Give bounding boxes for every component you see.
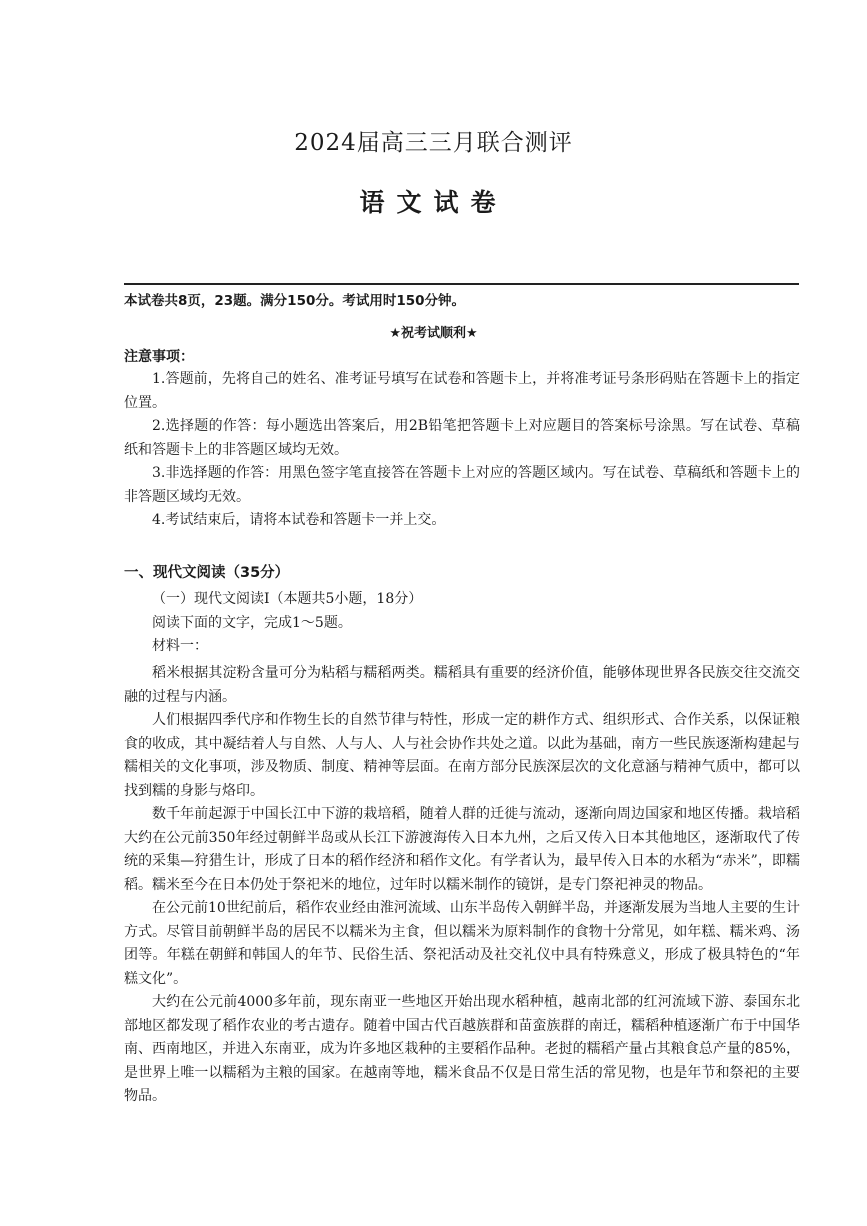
passage-paragraph: 人们根据四季代序和作物生长的自然节律与特性，形成一定的耕作方式、组织形式、合作关系，以保证粮食的收成，其中凝结着人与自然、人与人、人与社会协作共处之道。以此为基础，南方一些民族逐渐构建起与糯相关的文化事项，涉及物质、制度、精神等层面。在南方部分民族深层次的文化意涵与精神气质中，都可以找到糯的身影与烙印。 <box>124 712 800 799</box>
part-title: （一）现代文阅读Ⅰ（本题共5小题，18分） <box>152 591 423 607</box>
passage-paragraph: 大约在公元前4000多年前，现东南亚一些地区开始出现水稻种植，越南北部的红河流域下游、泰国东北部地区都发现了稻作农业的考古遗存。随着中国古代百越族群和苗蛮族群的南迁，糯稻种植逐渐广布于中国华南、西南地区，并进入东南亚，成为许多地区栽种的主要稻作品种。老挝的糯稻产量占其粮食总产量的85%，是世界上唯一以糯稻为主粮的国家。在越南等地，糯米食品不仅是日常生活的常见物，也是年节和祭祀的主要物品。 <box>124 994 800 1104</box>
passage-paragraph: 数千年前起源于中国长江中下游的栽培稻，随着人群的迁徙与流动，逐渐向周边国家和地区传播。栽培稻大约在公元前350年经过朝鲜半岛或从长江下游渡海传入日本九州，之后又传入日本其他地区，逐渐取代了传统的采集—狩猎生计，形成了日本的稻作经济和稻作文化。有学者认为，最早传入日本的水稻为“赤米”，即糯稻。糯米至今在日本仍处于祭祀米的地位，过年时以糯米制作的镜饼，是专门祭祀神灵的物品。 <box>124 806 800 893</box>
good-luck-banner: ★祝考试顺利★ <box>389 326 478 341</box>
exam-title: 2024届高三三月联合测评 <box>294 130 573 156</box>
reading-instruction: 阅读下面的文字，完成1～5题。 <box>152 614 352 631</box>
notices-title: 注意事项： <box>124 349 194 365</box>
exam-info: 本试卷共8页，23题。满分150分。考试用时150分钟。 <box>124 293 466 309</box>
section-intro <box>124 588 800 659</box>
passage-paragraph: 在公元前10世纪前后，稻作农业经由淮河流域、山东半岛传入朝鲜半岛，并逐渐发展为当地人主要的生计方式。尽管目前朝鲜半岛的居民不以糯米为主食，但以糯米为原料制作的食物十分常见，如年糕、糯米鸡、汤团等。年糕在朝鲜和韩国人的年节、民俗生活、祭祀活动及社交礼仪中具有特殊意义，形成了极具特色的“年糕文化”。 <box>124 900 800 987</box>
notices-list <box>124 368 800 533</box>
reading-passage <box>124 662 800 1109</box>
notice-item: 3.非选择题的作答：用黑色签字笔直接答在答题卡上对应的答题区域内。写在试卷、草稿纸和答题卡上的非答题区域均无效。 <box>124 465 800 505</box>
notice-item: 1.答题前，先将自己的姓名、准考证号填写在试卷和答题卡上，并将准考证号条形码贴在答题卡上的指定位置。 <box>124 371 800 411</box>
material-label: 材料一： <box>152 638 208 654</box>
passage-paragraph: 稻米根据其淀粉含量可分为粘稻与糯稻两类。糯稻具有重要的经济价值，能够体现世界各民族交往交流交融的过程与内涵。 <box>124 665 800 705</box>
notice-item: 4.考试结束后，请将本试卷和答题卡一并上交。 <box>152 512 446 528</box>
header-divider <box>124 283 799 285</box>
exam-subtitle: 语文试卷 <box>359 188 508 217</box>
notice-item: 2.选择题的作答：每小题选出答案后，用2B铅笔把答题卡上对应题目的答案标号涂黑。写在试卷、草稿纸和答题卡上的非答题区域均无效。 <box>124 418 800 458</box>
section-title: 一、现代文阅读（35分） <box>124 565 290 581</box>
